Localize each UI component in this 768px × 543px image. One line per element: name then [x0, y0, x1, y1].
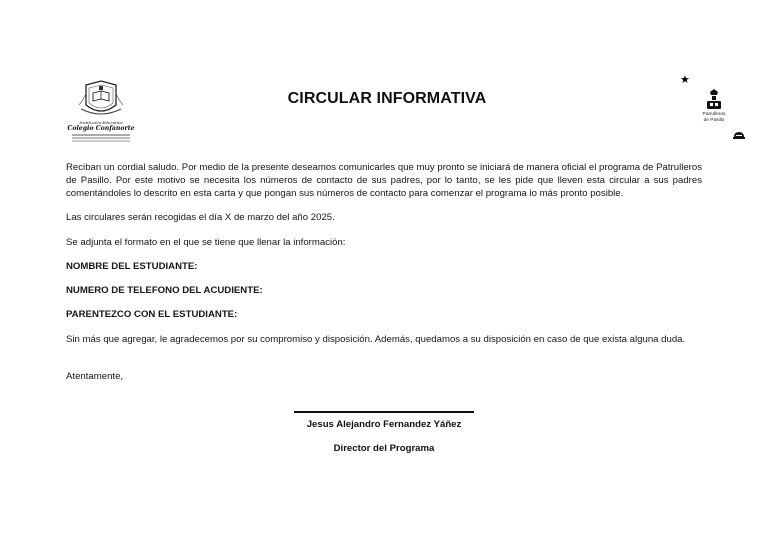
patrol-logo	[697, 88, 731, 128]
paragraph-collection-date: Las circulares serán recogidas el día X de marzo del año 2025.	[66, 212, 335, 223]
paragraph-format-note: Se adjunta el formato en el que se tiene que llenar la información:	[66, 237, 346, 248]
school-logo	[66, 79, 136, 147]
field-student-name: NOMBRE DEL ESTUDIANTE:	[66, 261, 198, 272]
school-crest-icon	[78, 79, 124, 119]
field-relationship: PARENTEZCO CON EL ESTUDIANTE:	[66, 309, 238, 320]
logo-fine-print	[72, 134, 130, 136]
field-guardian-phone: NUMERO DE TELEFONO DEL ACUDIENTE:	[66, 285, 263, 296]
signatory-role: Director del Programa	[333, 443, 435, 454]
patrol-badge-icon	[704, 88, 724, 110]
star-icon: ★	[680, 74, 690, 86]
cap-icon	[733, 131, 745, 140]
page-title: CIRCULAR INFORMATIVA	[287, 90, 487, 107]
signatory-name: Jesus Alejandro Fernandez Yáñez	[306, 419, 462, 430]
institution-name: Colegio Confanorte	[67, 125, 135, 132]
paragraph-thanks: Sin más que agregar, le agradecemos por su compromiso y disposición. Además, quedamos a su disposición en caso de que exista alguna duda.	[66, 334, 686, 345]
patrol-label: Patrulleros de Pasillo	[702, 112, 726, 123]
signature-line	[294, 411, 474, 413]
institution-prefix: Institución Educativa	[79, 120, 123, 125]
paragraph-intro: Reciban un cordial saludo. Por medio de la presente deseamos comunicarles que muy pronto se iniciará de manera oficial el programa de Patrulleros de Pasillo. Por este motivo se necesita los números de contacto de sus padres, por lo tanto, se les pide que lleven esta circular a sus padres comentándoles lo descrito en esta carta y que pongan sus números de contacto para comenzar el programa lo más pronto posible.	[66, 162, 702, 199]
closing-text: Atentamente,	[66, 371, 124, 382]
